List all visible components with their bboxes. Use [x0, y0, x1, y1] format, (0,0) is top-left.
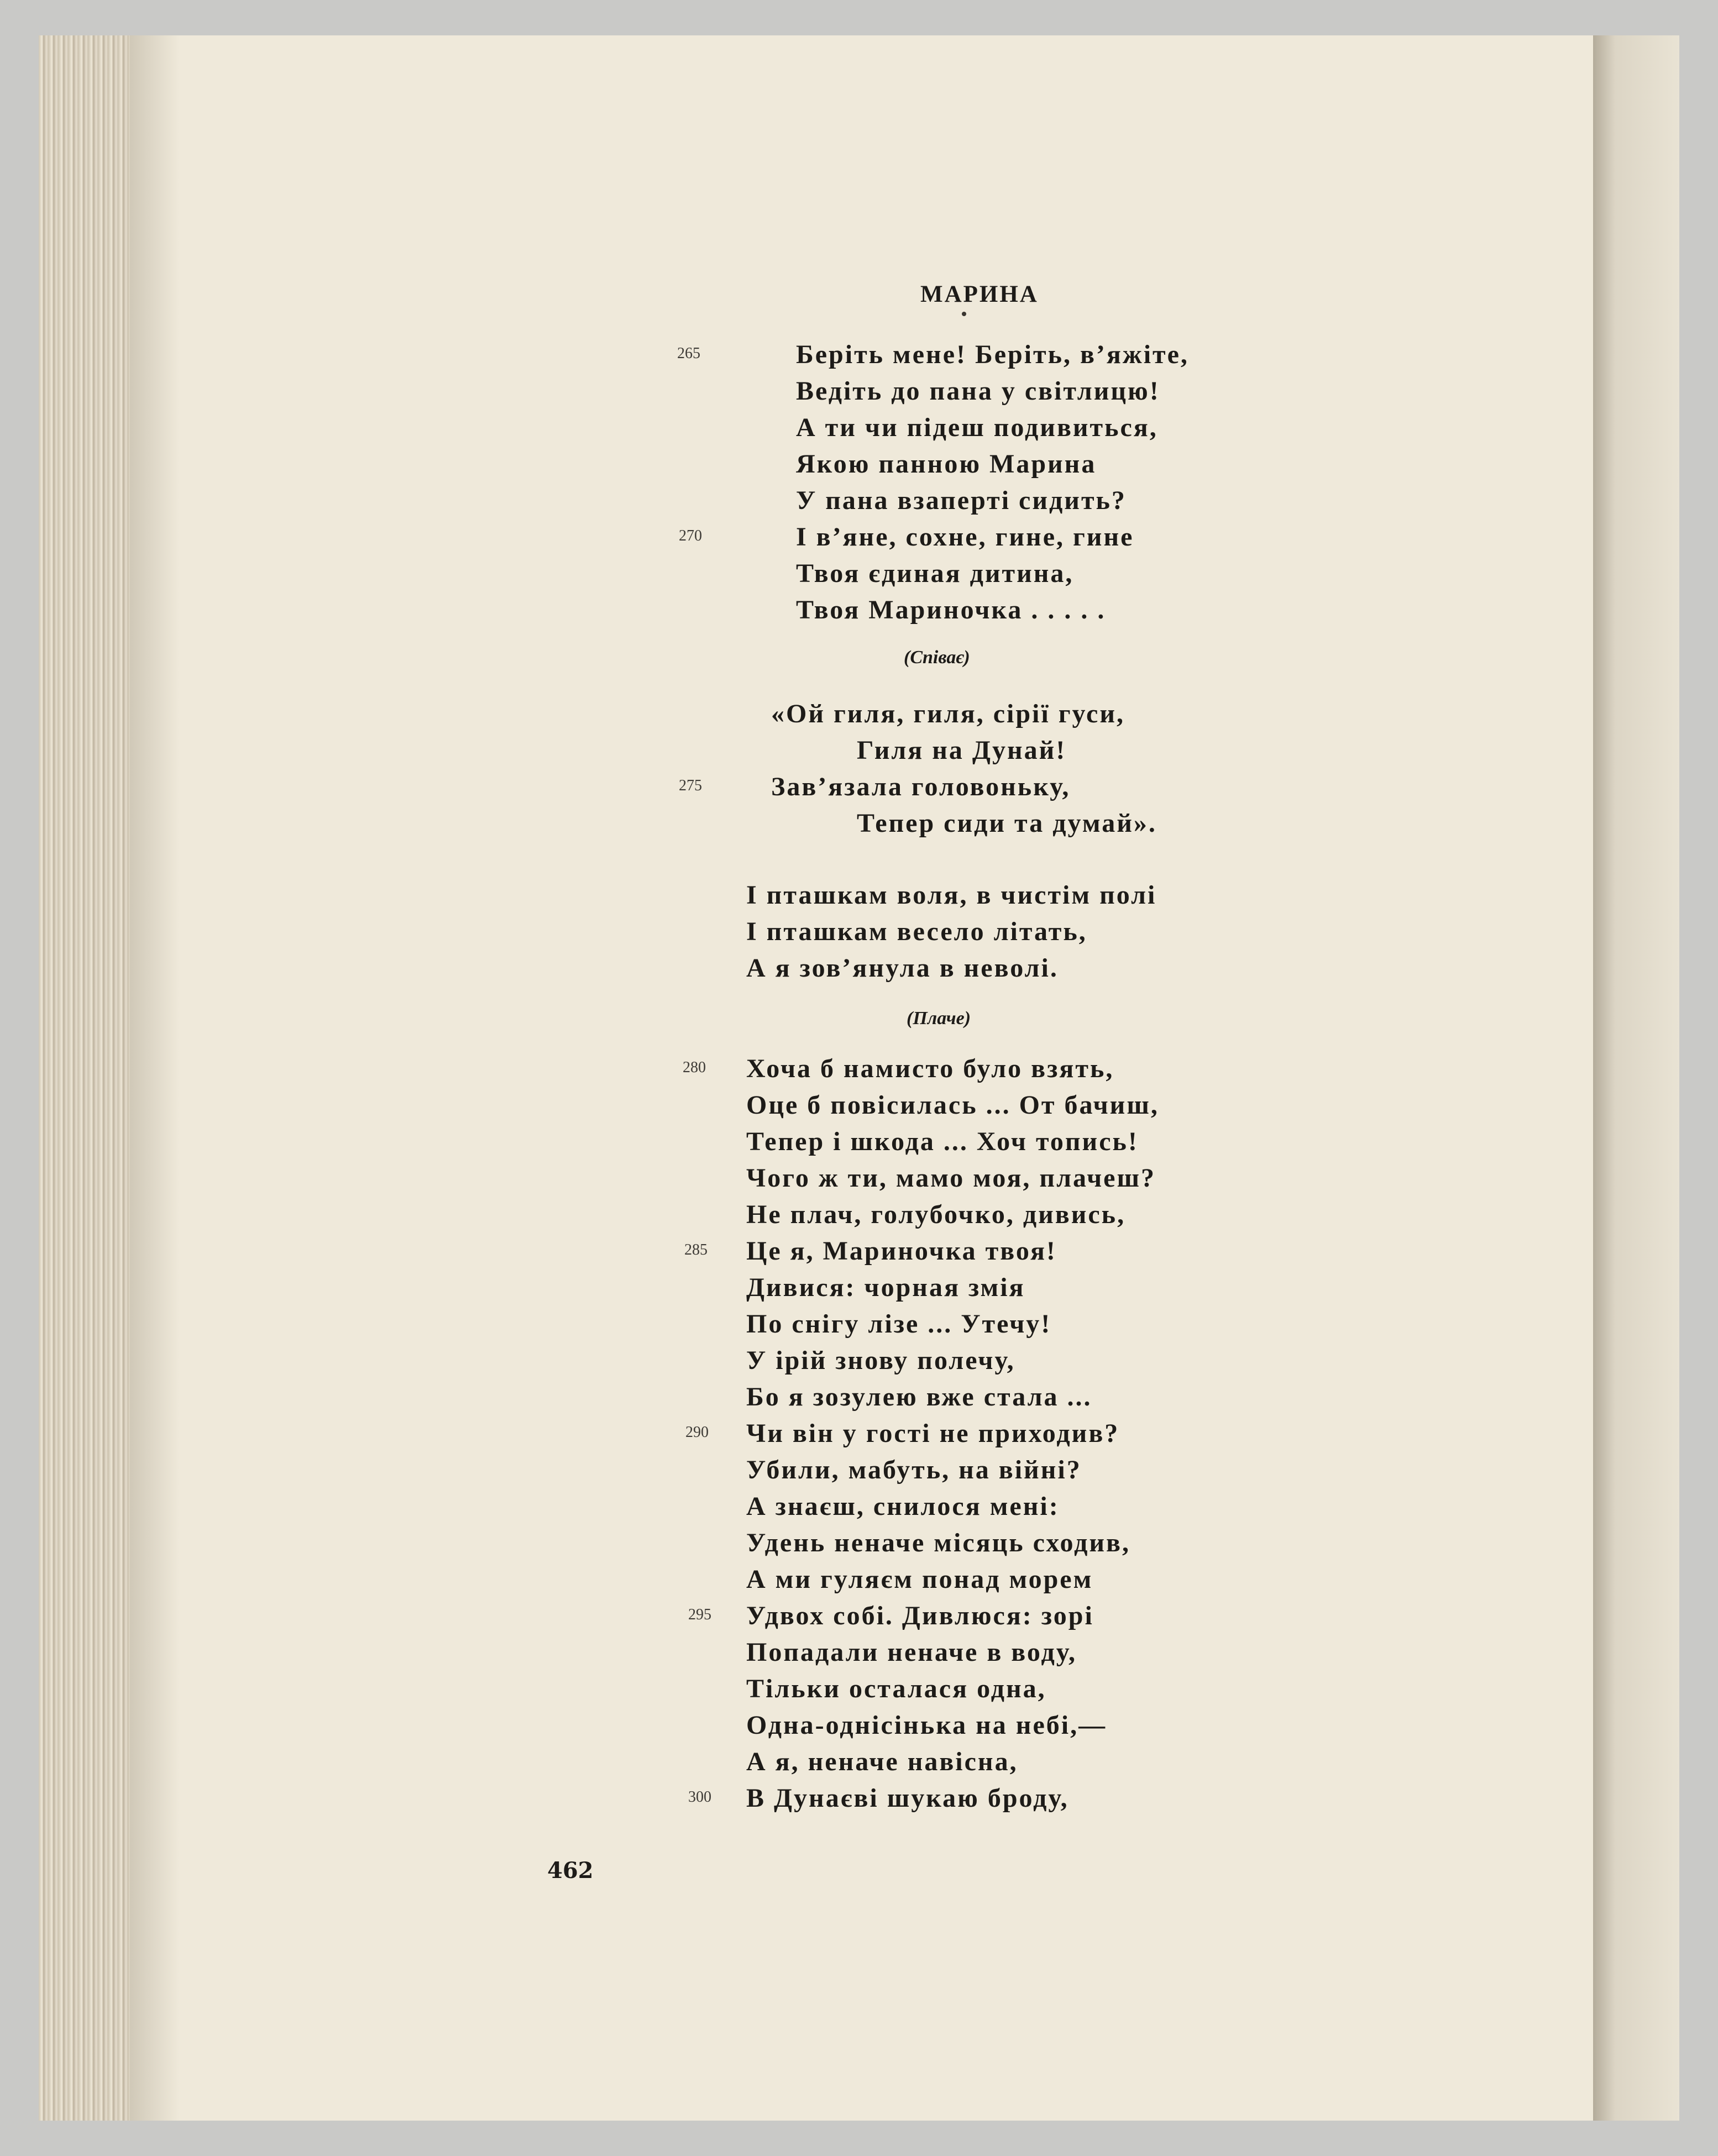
verse-line: Зав’язала головоньку, [771, 772, 1071, 801]
line-number: 290 [685, 1424, 709, 1441]
verse-line: А ми гуляєм понад морем [746, 1565, 1093, 1594]
verse-line: Удвох собі. Дивлюся: зорі [746, 1601, 1094, 1630]
line-number: 300 [688, 1788, 711, 1806]
verse-line: І пташкам воля, в чистім полі [746, 880, 1157, 910]
verse-line: Чи він у гості не приходив? [746, 1419, 1120, 1448]
facing-page-edge [1593, 35, 1679, 2121]
verse-line: А знаєш, снилося мені: [746, 1492, 1060, 1521]
verse-line: Твоя єдиная дитина, [796, 559, 1074, 588]
line-number: 275 [679, 777, 702, 794]
verse-line: У пана взаперті сидить? [796, 486, 1127, 515]
verse-line: А я зов’янула в неволі. [746, 953, 1059, 983]
verse-line: А я, неначе навісна, [746, 1747, 1018, 1776]
verse-line: Беріть мене! Беріть, в’яжіте, [796, 340, 1189, 369]
verse-line: «Ой гиля, гиля, сірії гуси, [771, 699, 1125, 728]
line-number: 280 [683, 1059, 706, 1076]
line-number: 295 [688, 1606, 711, 1623]
verse-line: У ірій знову полечу, [746, 1346, 1015, 1375]
verse-line: Оце б повісилась ... От бачиш, [746, 1090, 1159, 1120]
verse-line: Гиля на Дунай! [857, 736, 1067, 765]
verse-line: Бо я зозулею вже стала ... [746, 1382, 1092, 1412]
verse-line: Якою панною Марина [796, 449, 1097, 479]
verse-line: Тепер і шкода ... Хоч топись! [746, 1127, 1139, 1156]
verse-line: А ти чи підеш подивиться, [796, 413, 1158, 442]
verse-line: Попадали неначе в воду, [746, 1638, 1077, 1667]
verse-line: Ведіть до пана у світлицю! [796, 376, 1160, 406]
page-number: 462 [547, 1858, 594, 1884]
speaker-heading: МАРИНА [920, 281, 1039, 307]
stage-direction: (Співає) [904, 647, 970, 668]
scanned-page [39, 35, 1679, 2121]
verse-line: Одна-однісінька на небі,— [746, 1711, 1107, 1740]
print-speck [962, 312, 966, 316]
verse-line: Тільки осталася одна, [746, 1674, 1046, 1703]
verse-line: Дивися: чорная змія [746, 1273, 1025, 1302]
verse-line: Не плач, голубочко, дивись, [746, 1200, 1126, 1229]
stage-direction: (Плаче) [907, 1008, 971, 1029]
verse-line: Чого ж ти, мамо моя, плачеш? [746, 1163, 1156, 1193]
verse-line: Твоя Мариночка . . . . . [796, 595, 1106, 625]
verse-line: Убили, мабуть, на війні? [746, 1455, 1082, 1484]
verse-line: Удень неначе місяць сходив, [746, 1528, 1130, 1557]
line-number: 270 [679, 527, 702, 544]
verse-line: В Дунаєві шукаю броду, [746, 1783, 1069, 1813]
line-number: 285 [684, 1241, 708, 1258]
verse-line: І в’яне, сохне, гине, гине [796, 522, 1134, 552]
verse-line: По снігу лізе ... Утечу! [746, 1309, 1052, 1339]
verse-line: І пташкам весело літать, [746, 917, 1087, 946]
line-number: 265 [677, 345, 700, 362]
poem-text [39, 35, 1593, 2121]
verse-line: Хоча б намисто було взять, [746, 1054, 1114, 1083]
verse-line: Це я, Мариночка твоя! [746, 1236, 1057, 1266]
verse-line: Тепер сиди та думай». [857, 809, 1157, 838]
